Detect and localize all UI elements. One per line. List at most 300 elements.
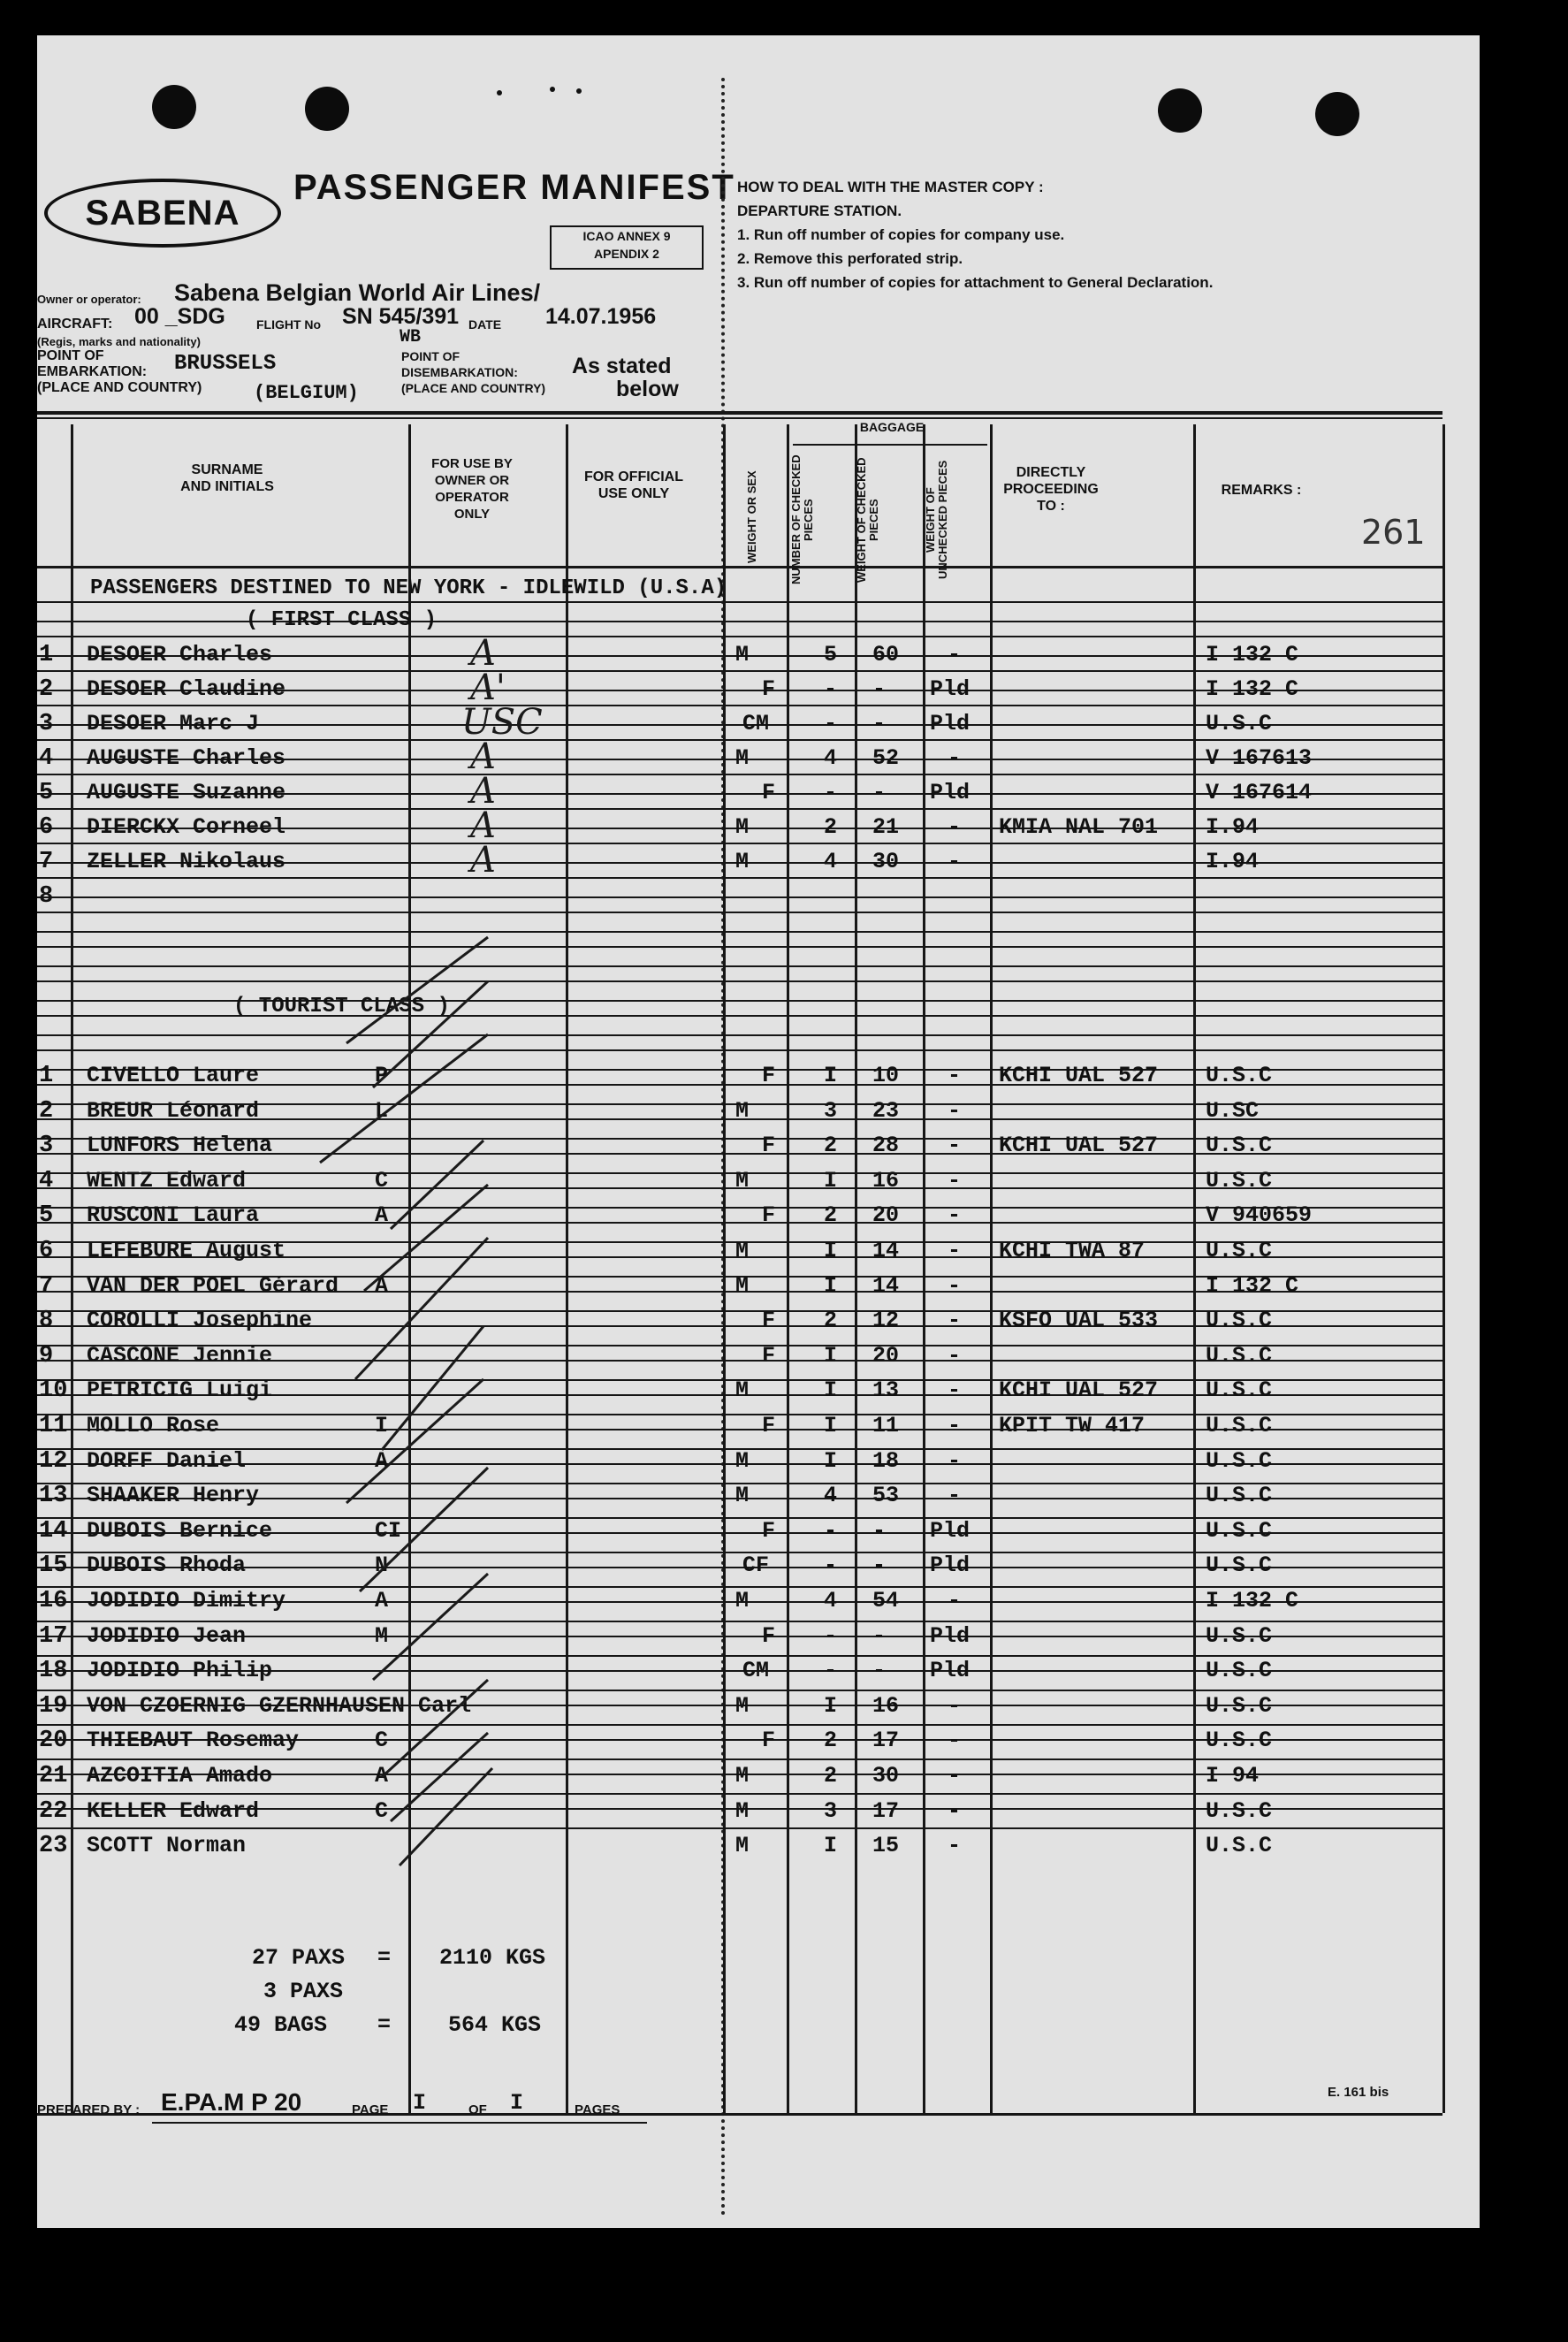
- page-title: PASSENGER MANIFEST: [293, 168, 735, 207]
- prepared-by-label: PREPARED BY :: [37, 2102, 141, 2117]
- flight-label: FLIGHT No: [256, 317, 322, 332]
- handwritten-mark: A: [470, 840, 496, 881]
- owner-value: Sabena Belgian World Air Lines/: [174, 279, 541, 306]
- disembark-label-2: DISEMBARKATION:: [401, 365, 518, 379]
- passenger-sex: M: [735, 1377, 750, 1404]
- passenger-name: DESOER Charles: [87, 642, 273, 668]
- handwritten-mark: A: [470, 805, 496, 846]
- unchecked-pieces: -: [948, 1377, 962, 1404]
- passenger-sex: M: [735, 1797, 750, 1824]
- passenger-initial: C: [375, 1797, 389, 1824]
- remarks: I.94: [1206, 849, 1260, 874]
- remarks: U.S.C: [1206, 1167, 1273, 1194]
- disembark-value-2: below: [616, 377, 679, 401]
- passenger-sex: M: [735, 1097, 750, 1124]
- checked-weight: 28: [872, 1133, 900, 1159]
- checked-pieces: I: [824, 1342, 838, 1369]
- remarks: U.S.C: [1206, 1728, 1273, 1754]
- checked-pieces: 3: [824, 1097, 838, 1124]
- remarks: U.S.C: [1206, 1133, 1273, 1159]
- proceeding-to: KCHI TWA 87: [999, 1238, 1146, 1263]
- remarks: U.S.C: [1206, 711, 1273, 736]
- unchecked-pieces: -: [948, 1588, 962, 1613]
- checked-weight: -: [872, 711, 887, 736]
- checked-weight: -: [872, 676, 887, 702]
- row-number: 13: [39, 1483, 68, 1510]
- total-bags-eq: =: [377, 2012, 392, 2038]
- unchecked-pieces: Pld: [930, 1552, 970, 1579]
- row-number: 9: [39, 1342, 54, 1369]
- checked-weight: 52: [872, 745, 900, 771]
- checked-weight: 10: [872, 1063, 900, 1088]
- checked-weight: -: [872, 1658, 887, 1684]
- checked-weight: 13: [872, 1377, 900, 1404]
- passenger-sex: M: [735, 1588, 750, 1613]
- unchecked-pieces: -: [948, 1272, 962, 1299]
- unchecked-pieces: -: [948, 1238, 962, 1263]
- passenger-initial: A: [375, 1272, 389, 1299]
- row-number: 4: [39, 745, 54, 772]
- passenger-sex: F: [762, 1622, 776, 1649]
- pages-label: PAGES: [575, 2102, 620, 2117]
- passenger-name: DUBOIS Rhoda: [87, 1552, 247, 1579]
- passenger-sex: CF: [742, 1552, 770, 1579]
- checked-weight: 18: [872, 1447, 900, 1474]
- checked-pieces: 2: [824, 1763, 838, 1789]
- passenger-name: DIERCKX Corneel: [87, 814, 286, 840]
- total-pax-weight: 2110 KGS: [439, 1945, 546, 1971]
- row-number: 11: [39, 1413, 68, 1439]
- unchecked-pieces: -: [948, 1447, 962, 1474]
- unchecked-pieces: -: [948, 814, 962, 840]
- passenger-sex: F: [762, 1413, 776, 1438]
- row-number: 3: [39, 1133, 54, 1160]
- instr-line-1: HOW TO DEAL WITH THE MASTER COPY :: [737, 179, 1044, 195]
- checked-weight: 53: [872, 1483, 900, 1509]
- row-number: 17: [39, 1622, 68, 1650]
- unchecked-pieces: -: [948, 1202, 962, 1229]
- unchecked-pieces: -: [948, 1063, 962, 1088]
- checked-pieces: -: [824, 676, 838, 702]
- passenger-name: CIVELLO Laure: [87, 1063, 260, 1088]
- page-stamp-number: 261: [1361, 513, 1426, 552]
- header-owner-use: FOR USE BY OWNER OR OPERATOR ONLY: [431, 456, 513, 522]
- remarks: U.S.C: [1206, 1833, 1273, 1859]
- instr-line-3: 1. Run off number of copies for company use.: [737, 226, 1065, 243]
- checked-weight: 15: [872, 1833, 900, 1859]
- passenger-name: VON CZOERNIG GZERNHAUSEN Carl: [87, 1692, 472, 1719]
- passenger-sex: M: [735, 1447, 750, 1474]
- row-number: 8: [39, 883, 54, 910]
- passenger-name: DUBOIS Bernice: [87, 1517, 273, 1544]
- row-number: 6: [39, 1238, 54, 1264]
- passenger-sex: M: [735, 745, 750, 771]
- disembark-label-1: POINT OF: [401, 349, 461, 363]
- checked-pieces: I: [824, 1272, 838, 1299]
- remarks: V 167614: [1206, 780, 1313, 805]
- passenger-sex: M: [735, 1692, 750, 1719]
- unchecked-pieces: -: [948, 1342, 962, 1369]
- unchecked-pieces: Pld: [930, 780, 970, 805]
- checked-pieces: 4: [824, 1588, 838, 1613]
- flight-value: SN 545/391: [342, 304, 460, 329]
- checked-pieces: 2: [824, 1202, 838, 1229]
- checked-weight: 16: [872, 1167, 900, 1194]
- header-num-checked: NUMBER OF CHECKED PIECES: [789, 454, 815, 585]
- unchecked-pieces: -: [948, 1133, 962, 1159]
- checked-weight: 54: [872, 1588, 900, 1613]
- total-pax-label: 27 PAXS: [252, 1945, 346, 1971]
- passenger-name: JODIDIO Jean: [87, 1622, 247, 1649]
- passenger-name: COROLLI Josephine: [87, 1308, 313, 1334]
- date-value: 14.07.1956: [545, 304, 657, 329]
- unchecked-pieces: -: [948, 1097, 962, 1124]
- passenger-sex: F: [762, 1133, 776, 1159]
- checked-pieces: I: [824, 1063, 838, 1088]
- passenger-sex: M: [735, 1238, 750, 1263]
- embark-country: (BELGIUM): [254, 382, 359, 404]
- checked-pieces: -: [824, 711, 838, 736]
- passenger-initial: CI: [375, 1517, 402, 1544]
- passenger-sex: F: [762, 1517, 776, 1544]
- checked-weight: -: [872, 1622, 887, 1649]
- handwritten-mark: A: [470, 771, 496, 812]
- passenger-name: JODIDIO Philip: [87, 1658, 273, 1684]
- passenger-initial: A: [375, 1202, 389, 1229]
- remarks: U.S.C: [1206, 1342, 1273, 1369]
- row-number: 4: [39, 1167, 54, 1194]
- unchecked-pieces: -: [948, 642, 962, 668]
- passenger-sex: F: [762, 1308, 776, 1334]
- passenger-name: BREUR Léonard: [87, 1097, 260, 1124]
- row-number: 10: [39, 1377, 68, 1405]
- remarks: U.S.C: [1206, 1797, 1273, 1824]
- proceeding-to: KCHI UAL 527: [999, 1377, 1159, 1404]
- row-number: 20: [39, 1728, 68, 1755]
- checked-weight: 20: [872, 1342, 900, 1369]
- prepared-by-value: E.PA.M P 20: [161, 2088, 302, 2116]
- unchecked-pieces: -: [948, 1763, 962, 1789]
- checked-pieces: 2: [824, 1133, 838, 1159]
- checked-weight: 14: [872, 1272, 900, 1299]
- passenger-initial: I: [375, 1413, 389, 1438]
- instr-line-2: DEPARTURE STATION.: [737, 202, 902, 219]
- remarks: U.S.C: [1206, 1377, 1273, 1404]
- unchecked-pieces: Pld: [930, 1517, 970, 1544]
- checked-weight: -: [872, 780, 887, 805]
- unchecked-pieces: -: [948, 1167, 962, 1194]
- passenger-sex: M: [735, 849, 750, 874]
- checked-weight: 30: [872, 1763, 900, 1789]
- passenger-sex: F: [762, 1202, 776, 1229]
- instr-line-5: 3. Run off number of copies for attachment to General Declaration.: [737, 274, 1214, 291]
- row-number: 3: [39, 711, 54, 737]
- remarks: I 132 C: [1206, 1588, 1299, 1613]
- checked-weight: 12: [872, 1308, 900, 1334]
- owner-label: Owner or operator:: [37, 293, 141, 306]
- passenger-initial: A: [375, 1588, 389, 1613]
- passenger-sex: CM: [742, 1658, 770, 1684]
- unchecked-pieces: Pld: [930, 676, 970, 702]
- passenger-name: SHAAKER Henry: [87, 1483, 260, 1509]
- passenger-name: ZELLER Nikolaus: [87, 849, 286, 874]
- proceeding-to: KPIT TW 417: [999, 1413, 1146, 1438]
- remarks: U.S.C: [1206, 1447, 1273, 1474]
- checked-pieces: I: [824, 1692, 838, 1719]
- unchecked-pieces: -: [948, 1728, 962, 1754]
- row-number: 2: [39, 676, 54, 703]
- manifest-sheet: [37, 35, 1480, 2228]
- passenger-name: CASCONE Jennie: [87, 1342, 273, 1369]
- date-label: DATE: [468, 317, 502, 332]
- passenger-sex: CM: [742, 711, 770, 736]
- header-proceeding: DIRECTLY PROCEEDING TO :: [1003, 465, 1099, 514]
- regis-label: (Regis, marks and nationality): [37, 335, 201, 348]
- proceeding-to: KSFO UAL 533: [999, 1308, 1159, 1334]
- passenger-initial: A: [375, 1447, 389, 1474]
- remarks: V 940659: [1206, 1202, 1313, 1229]
- row-number: 19: [39, 1692, 68, 1720]
- checked-weight: -: [872, 1552, 887, 1579]
- checked-pieces: 4: [824, 1483, 838, 1509]
- aircraft-label: AIRCRAFT:: [37, 317, 113, 332]
- infant-pax-label: 3 PAXS: [263, 1979, 344, 2004]
- passenger-initial: L: [375, 1097, 389, 1124]
- remarks: U.S.C: [1206, 1517, 1273, 1544]
- checked-weight: 20: [872, 1202, 900, 1229]
- remarks: U.S.C: [1206, 1483, 1273, 1509]
- passenger-name: AUGUSTE Suzanne: [87, 780, 286, 805]
- checked-pieces: 4: [824, 849, 838, 874]
- icao-line-1: ICAO ANNEX 9: [582, 229, 671, 243]
- passenger-sex: M: [735, 1167, 750, 1194]
- row-number: 23: [39, 1833, 68, 1860]
- header-remarks: REMARKS :: [1221, 483, 1302, 498]
- row-number: 14: [39, 1517, 68, 1545]
- aircraft-value: 00 _SDG: [134, 304, 225, 329]
- unchecked-pieces: -: [948, 1833, 962, 1859]
- disembark-label-3: (PLACE AND COUNTRY): [401, 381, 546, 395]
- tourist-class-label: ( TOURIST CLASS ): [233, 995, 450, 1018]
- of-label: OF: [468, 2102, 487, 2117]
- passenger-name: DESOER Marc J: [87, 711, 260, 736]
- embark-label-2: EMBARKATION:: [37, 364, 148, 379]
- checked-weight: 14: [872, 1238, 900, 1263]
- checked-weight: 21: [872, 814, 900, 840]
- passenger-name: AUGUSTE Charles: [87, 745, 286, 771]
- wb-value: WB: [400, 327, 422, 347]
- checked-pieces: 2: [824, 1308, 838, 1334]
- passenger-sex: M: [735, 814, 750, 840]
- page-value: I: [413, 2090, 427, 2116]
- proceeding-to: KCHI UAL 527: [999, 1063, 1159, 1088]
- remarks: U.SC: [1206, 1097, 1260, 1124]
- passenger-name: RUSCONI Laura: [87, 1202, 260, 1229]
- row-number: 5: [39, 780, 54, 806]
- checked-pieces: I: [824, 1833, 838, 1859]
- unchecked-pieces: -: [948, 1692, 962, 1719]
- checked-weight: 60: [872, 642, 900, 668]
- first-class-label: ( FIRST CLASS ): [246, 608, 438, 632]
- row-number: 8: [39, 1308, 54, 1335]
- destination-label: PASSENGERS DESTINED TO NEW YORK - IDLEWILD (U.S.A): [90, 576, 727, 600]
- passenger-initial: P: [375, 1063, 389, 1088]
- passenger-name: JODIDIO Dimitry: [87, 1588, 286, 1613]
- remarks: I 94: [1206, 1763, 1260, 1789]
- row-number: 5: [39, 1202, 54, 1230]
- passenger-name: MOLLO Rose: [87, 1413, 220, 1438]
- embark-label-1: POINT OF: [37, 348, 104, 363]
- row-number: 1: [39, 642, 54, 668]
- passenger-name: WENTZ Edward: [87, 1167, 247, 1194]
- passenger-name: SCOTT Norman: [87, 1833, 247, 1859]
- row-number: 12: [39, 1447, 68, 1475]
- strike-marks: [320, 937, 492, 1865]
- row-number: 7: [39, 1272, 54, 1300]
- passenger-initial: C: [375, 1167, 389, 1194]
- checked-weight: 11: [872, 1413, 900, 1438]
- icao-line-2: APENDIX 2: [594, 247, 659, 261]
- passenger-name: AZCOITIA Amado: [87, 1763, 273, 1789]
- row-number: 2: [39, 1097, 54, 1125]
- checked-weight: 23: [872, 1097, 900, 1124]
- passenger-sex: F: [762, 780, 776, 805]
- passenger-sex: M: [735, 1763, 750, 1789]
- header-surname: SURNAME AND INITIALS: [180, 462, 274, 494]
- handwritten-mark: A: [470, 633, 496, 674]
- checked-pieces: -: [824, 1622, 838, 1649]
- row-number: 16: [39, 1588, 68, 1614]
- passenger-name: LUNFORS Helena: [87, 1133, 273, 1159]
- passenger-initial: C: [375, 1728, 389, 1754]
- header-baggage: BAGGAGE: [859, 420, 925, 434]
- passenger-sex: F: [762, 1728, 776, 1754]
- checked-pieces: -: [824, 780, 838, 805]
- remarks: I.94: [1206, 814, 1260, 840]
- remarks: I 132 C: [1206, 642, 1299, 668]
- checked-weight: 30: [872, 849, 900, 874]
- unchecked-pieces: -: [948, 1483, 962, 1509]
- checked-pieces: I: [824, 1413, 838, 1438]
- embark-value: BRUSSELS: [174, 352, 277, 376]
- passenger-initial: A: [375, 1763, 389, 1789]
- row-number: 7: [39, 849, 54, 875]
- row-number: 1: [39, 1063, 54, 1089]
- remarks: U.S.C: [1206, 1692, 1273, 1719]
- handwritten-mark: A: [470, 736, 496, 777]
- checked-weight: 17: [872, 1728, 900, 1754]
- unchecked-pieces: Pld: [930, 711, 970, 736]
- passenger-sex: M: [735, 1272, 750, 1299]
- total-pax-eq: =: [377, 1945, 392, 1971]
- passenger-name: DESOER Claudine: [87, 676, 286, 702]
- header-weight-sex: WEIGHT OR SEX: [745, 470, 758, 564]
- remarks: U.S.C: [1206, 1063, 1273, 1088]
- passenger-name: KELLER Edward: [87, 1797, 260, 1824]
- remarks: U.S.C: [1206, 1238, 1273, 1263]
- header-weight-checked: WEIGHT OF CHECKED PIECES: [855, 457, 880, 583]
- header-official-use: FOR OFFICIAL USE ONLY: [584, 469, 683, 501]
- unchecked-pieces: -: [948, 849, 962, 874]
- unchecked-pieces: -: [948, 1413, 962, 1438]
- passenger-sex: M: [735, 642, 750, 668]
- remarks: I 132 C: [1206, 1272, 1299, 1299]
- checked-pieces: I: [824, 1167, 838, 1194]
- checked-pieces: -: [824, 1517, 838, 1544]
- passenger-sex: F: [762, 1063, 776, 1088]
- passenger-name: LEFEBURE August: [87, 1238, 286, 1263]
- of-value: I: [510, 2090, 524, 2116]
- remarks: V 167613: [1206, 745, 1313, 771]
- instr-line-4: 2. Remove this perforated strip.: [737, 250, 963, 267]
- unchecked-pieces: -: [948, 1797, 962, 1824]
- remarks: U.S.C: [1206, 1308, 1273, 1334]
- row-number: 22: [39, 1797, 68, 1825]
- passenger-initial: N: [375, 1552, 389, 1579]
- remarks: U.S.C: [1206, 1552, 1273, 1579]
- row-number: 18: [39, 1658, 68, 1685]
- remarks: U.S.C: [1206, 1658, 1273, 1684]
- unchecked-pieces: -: [948, 745, 962, 771]
- passenger-initial: M: [375, 1622, 389, 1649]
- disembark-value-1: As stated: [572, 354, 672, 378]
- handwritten-mark: A': [470, 668, 506, 708]
- remarks: U.S.C: [1206, 1413, 1273, 1438]
- remarks: U.S.C: [1206, 1622, 1273, 1649]
- checked-weight: 16: [872, 1692, 900, 1719]
- unchecked-pieces: -: [948, 1308, 962, 1334]
- handwritten-strokes: [37, 35, 1480, 2228]
- remarks: I 132 C: [1206, 676, 1299, 702]
- passenger-name: VAN DER POEL Gérard: [87, 1272, 339, 1299]
- checked-pieces: I: [824, 1447, 838, 1474]
- total-bags-weight: 564 KGS: [448, 2012, 542, 2038]
- checked-pieces: -: [824, 1552, 838, 1579]
- row-number: 6: [39, 814, 54, 841]
- unchecked-pieces: Pld: [930, 1622, 970, 1649]
- passenger-sex: M: [735, 1833, 750, 1859]
- passenger-name: PETRICIG Luigi: [87, 1377, 273, 1404]
- passenger-sex: M: [735, 1483, 750, 1509]
- handwritten-mark: USC: [461, 702, 543, 743]
- checked-weight: 17: [872, 1797, 900, 1824]
- header-unchecked: WEIGHT OF UNCHECKED PIECES: [924, 460, 949, 580]
- form-number: E. 161 bis: [1328, 2085, 1389, 2100]
- embark-label-3: (PLACE AND COUNTRY): [37, 380, 202, 395]
- checked-pieces: -: [824, 1658, 838, 1684]
- checked-pieces: 2: [824, 1728, 838, 1754]
- checked-pieces: 5: [824, 642, 838, 668]
- row-number: 15: [39, 1552, 68, 1580]
- checked-pieces: 3: [824, 1797, 838, 1824]
- footer-underline: [152, 2122, 647, 2124]
- proceeding-to: KCHI UAL 527: [999, 1133, 1159, 1159]
- checked-pieces: I: [824, 1377, 838, 1404]
- page-label: PAGE: [352, 2102, 389, 2117]
- passenger-name: DORFF Daniel: [87, 1447, 247, 1474]
- checked-pieces: 4: [824, 745, 838, 771]
- passenger-name: THIEBAUT Rosemay: [87, 1728, 300, 1754]
- checked-pieces: 2: [824, 814, 838, 840]
- row-number: 21: [39, 1763, 68, 1789]
- passenger-sex: F: [762, 676, 776, 702]
- unchecked-pieces: Pld: [930, 1658, 970, 1684]
- proceeding-to: KMIA NAL 701: [999, 814, 1159, 840]
- checked-weight: -: [872, 1517, 887, 1544]
- total-bags-label: 49 BAGS: [234, 2012, 328, 2038]
- passenger-sex: F: [762, 1342, 776, 1369]
- checked-pieces: I: [824, 1238, 838, 1263]
